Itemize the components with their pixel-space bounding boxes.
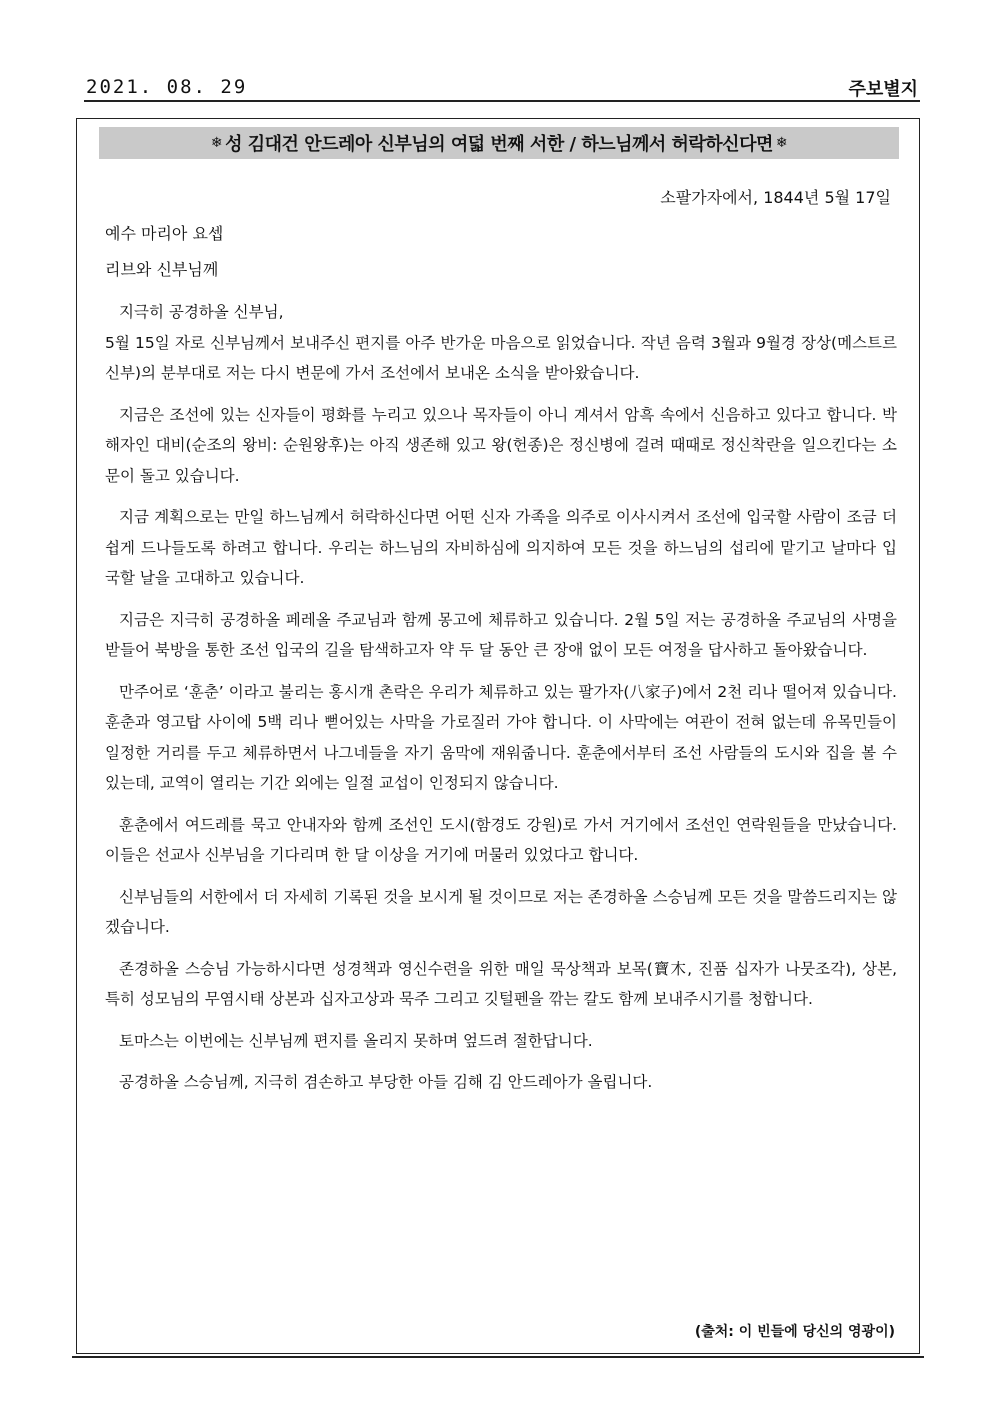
bottom-rule xyxy=(72,1356,924,1358)
paragraph: 토마스는 이번에는 신부님께 편지를 올리지 못하며 엎드려 절한답니다. xyxy=(119,1031,593,1050)
snowflake-icon: ❄ xyxy=(775,135,788,151)
paragraph: 5월 15일 자로 신부님께서 보내주신 편지를 아주 반가운 마음으로 읽었습니다. 작년 음력 3월과 9월경 장상(메스트르 신부)의 분부대로 저는 다시 변문에 가서 조선에서 보내온 소식을 받아왔습니다. xyxy=(105,333,897,382)
addressee-line-1: 예수 마리아 요셉 xyxy=(105,224,224,243)
paragraph: 지금 계획으로는 만일 하느님께서 허락하신다면 어떤 신자 가족을 의주로 이사시켜서 조선에 입국할 사람이 조금 더 쉽게 드나들도록 하려고 합니다. 우리는 하느님의 자비하심에 의지하여 모든 것을 하느님의 섭리에 맡기고 날마다 입국할 날을 고대하고 있습니다. xyxy=(105,508,897,587)
paragraph: 지금은 조선에 있는 신자들이 평화를 누리고 있으나 목자들이 아니 계셔서 암흑 속에서 신음하고 있다고 합니다. 박해자인 대비(순조의 왕비: 순원왕후)는 아직 생존해 있고 왕(헌종)은 정신병에 걸려 때때로 정신착란을 일으킨다는 소문이 돌고 있습니다. xyxy=(105,405,897,485)
article-title: 성 김대건 안드레아 신부님의 여덟 번째 서한 / 하느님께서 허락하신다면 xyxy=(225,134,773,155)
page-header xyxy=(84,74,920,102)
header-date: 2021. 08. 29 xyxy=(86,76,248,98)
paragraph: 지금은 지극히 공경하올 페레올 주교님과 함께 몽고에 체류하고 있습니다. 2월 5일 저는 공경하올 주교님의 사명을 받들어 북방을 통한 조선 입국의 길을 탐색하고자 약 두 달 동안 큰 장애 없이 모든 여정을 답사하고 돌아왔습니다. xyxy=(105,610,897,659)
paragraph xyxy=(105,297,897,328)
paragraph: 신부님들의 서한에서 더 자세히 기록된 것을 보시게 될 것이므로 저는 존경하올 스승님께 모든 것을 말씀드리지는 않겠습니다. xyxy=(105,887,897,936)
paragraph: 만주어로 ‘훈춘’ 이라고 불리는 홍시개 촌락은 우리가 체류하고 있는 팔가자(八家子)에서 2천 리나 떨어져 있습니다. 훈춘과 영고탑 사이에 5백 리나 뻗어있는 사막을 가로질러 가야 합니다. 이 사막에는 여관이 전혀 없는데 유목민들이 일정한 거리를 두고 체류하면서 나그네들을 자기 움막에 재워줍니다. 훈춘에서부터 조선 사람들의 도시와 집을 볼 수 있는데, 교역이 열리는 기간 외에는 일절 교섭이 인정되지 않습니다. xyxy=(105,682,897,792)
closing: 공경하올 스승님께, 지극히 겸손하고 부당한 아들 김해 김 안드레아가 올립니다. xyxy=(119,1073,653,1091)
greeting: 지극히 공경하올 신부님, xyxy=(119,303,284,321)
content-box xyxy=(76,118,920,1354)
paragraph: 존경하올 스승님 가능하시다면 성경책과 영신수련을 위한 매일 묵상책과 보목(寶木, 진품 십자가 나뭇조각), 상본, 특히 성모님의 무염시태 상본과 십자고상과 묵주 그리고 깃털펜을 깎는 칼도 함께 보내주시기를 청합니다. xyxy=(105,959,897,1008)
paragraph: 훈춘에서 여드레를 묵고 안내자와 함께 조선인 도시(함경도 강원)로 가서 거기에서 조선인 연락원들을 만났습니다. 이들은 선교사 신부님을 기다리며 한 달 이상을 거기에 머물러 있었다고 합니다. xyxy=(105,815,897,864)
letter-place-date: 소팔가자에서, 1844년 5월 17일 xyxy=(660,188,891,207)
snowflake-icon: ❄ xyxy=(210,135,223,151)
source-citation: (출처: 이 빈들에 당신의 영광이) xyxy=(694,1324,895,1340)
title-band xyxy=(99,127,899,159)
header-title: 주보별지 xyxy=(848,79,918,100)
letter-body xyxy=(105,297,897,1109)
addressee-line-2: 리브와 신부님께 xyxy=(105,260,219,279)
